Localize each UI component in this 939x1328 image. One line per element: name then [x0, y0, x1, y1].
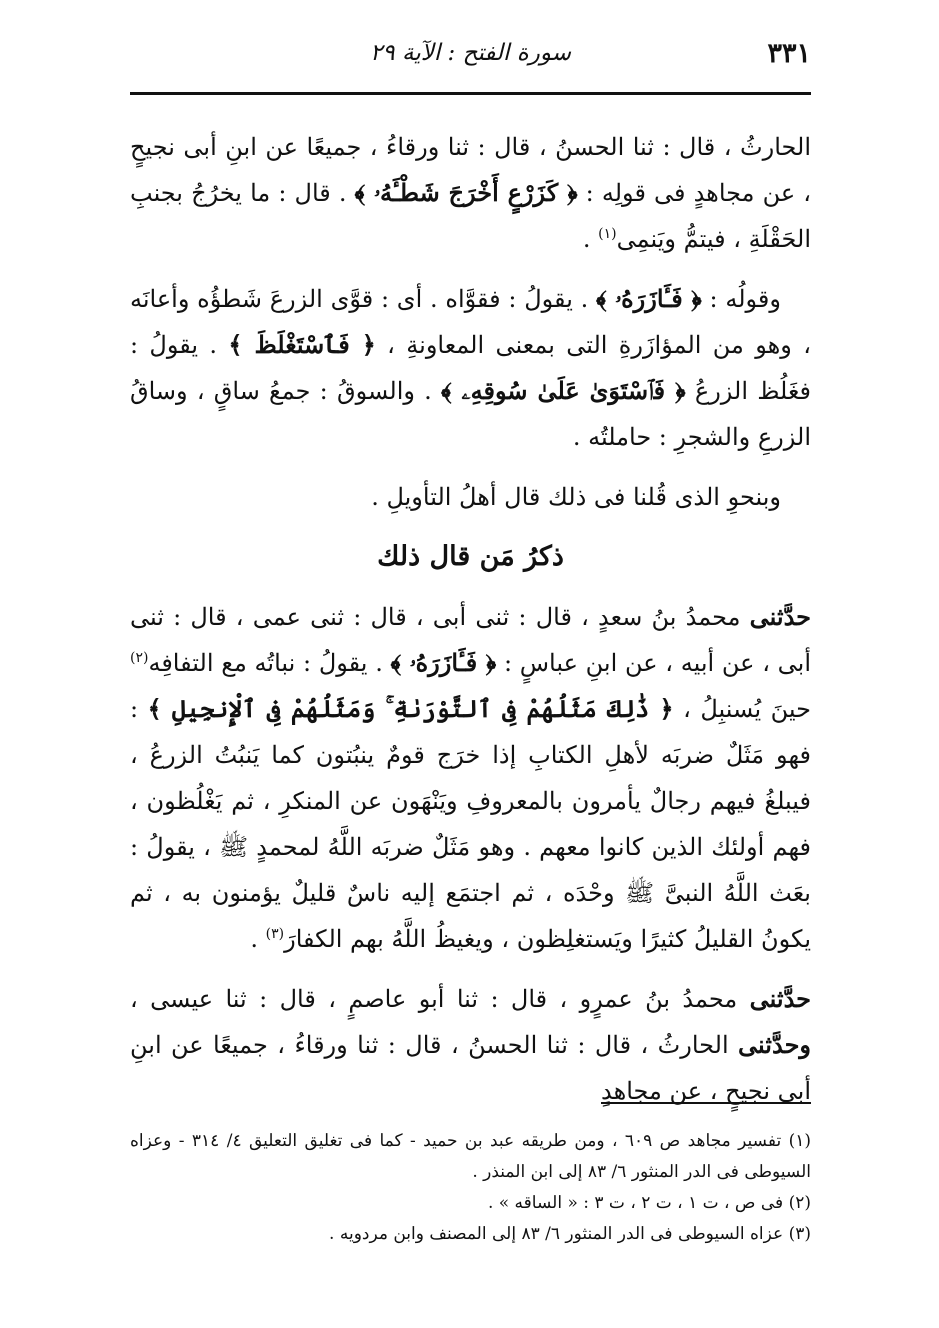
isnad-lead: حدَّثنى [749, 602, 811, 631]
text-run: وقولُه : [701, 285, 781, 313]
isnad-lead: حدَّثنى [749, 984, 811, 1013]
quran-quote: ﴿ ذَٰلِكَ مَثَلُهُمْ فِى ٱلتَّوْرَىٰةِ ۚ وَمَثَلُهُمْ فِى ٱلْإِنجِيلِ ﴾ [147, 694, 674, 723]
footnote-rule [601, 1102, 811, 1104]
page-header [130, 38, 811, 82]
paragraph-1 [130, 124, 811, 262]
page-number: ٣٣١ [767, 38, 811, 69]
text-run: محمدُ بنُ سعدٍ ، قال : ثنى أبى ، قال : ثنى عمى ، قال : ثنى أبى ، عن أبيه ، عن ابنِ عباسٍ : [130, 603, 812, 677]
footnote-reference[interactable]: (٣) [265, 926, 285, 942]
paragraph-5 [130, 976, 811, 1114]
text-run: الحارثُ ، قال : ثنا الحسنُ ، قال : ثنا ورقاءُ ، جميعًا عن ابنِ أبى نجيحٍ ، عن مجاهدٍ [130, 1031, 811, 1105]
footnote-1: (١) تفسير مجاهد ص ٦٠٩ ، ومن طريقه عبد بن حميد - كما فى تغليق التعليق ٤/ ٣١٤ - وعزاه السيوطى فى الدر المنثور ٦/ ٨٣ إلى ابن المنذر . [130, 1131, 811, 1182]
footnote-reference[interactable]: (١) [598, 226, 617, 242]
running-title: سورة الفتح : الآية ٢٩ [369, 40, 572, 66]
header-rule [130, 92, 811, 95]
footnote-reference[interactable]: (٢) [130, 650, 149, 666]
isnad-lead: وحدَّثنى [738, 1030, 811, 1059]
text-run: الحارثُ ، قال : ثنا الحسنُ ، قال : ثنا ورقاءُ ، جميعًا عن ابنِ أبى نجيحٍ ، عن مجاهدٍ فى قولِه : [130, 133, 812, 207]
text-run: . [582, 225, 599, 253]
text-run: . والسوقُ : جمعُ ساقٍ ، وساقُ الزرعِ والشجرِ : حاملتُه . [130, 377, 811, 451]
text-run: . يقولُ : فغَلُظ الزرعُ [130, 331, 812, 405]
text-run: محمدُ بنُ عمرٍو ، قال : ثنا أبو عاصمٍ ، قال : ثنا عيسى ، [130, 985, 750, 1013]
quran-quote: ﴿ فَٱسْتَوَىٰ عَلَىٰ سُوقِهِۦ ﴾ [441, 376, 686, 405]
text-run: . قال : ما يخرُجُ بجنبِ الحَقْلَةِ ، فيتمُّ ويَنمِى [130, 179, 811, 253]
paragraph-2 [130, 276, 811, 460]
paragraph-3: وبنحوِ الذى قُلنا فى ذلك قال أهلُ التأويلِ . [371, 483, 781, 511]
text-run: . [250, 925, 266, 953]
main-text [130, 124, 811, 1128]
footnote-3: (٣) عزاه السيوطى فى الدر المنثور ٦/ ٨٣ إلى المصنف وابن مردويه . [329, 1224, 811, 1244]
section-heading: ذكرُ مَن قال ذلك [377, 541, 564, 572]
paragraph-4 [130, 594, 811, 962]
quran-quote: ﴿ فَـَٔازَرَهُۥ ﴾ [596, 284, 702, 313]
quran-quote: ﴿ كَزَرْعٍ أَخْرَجَ شَطْـَٔهُۥ ﴾ [354, 178, 578, 207]
quran-quote: ﴿ فَٱسْتَغْلَظَ ﴾ [228, 330, 376, 359]
text-run: حينَ يُسنبِلُ ، [673, 695, 812, 723]
text-run: : فهو مَثَلٌ ضربَه لأهلِ الكتابِ إذا خرَج قومٌ ينبُتون كما يَنبُتُ الزرعُ ، فيبلغُ فيهم رجالٌ يأمرون بالمعروفِ ويَنْهَون عن المنكرِ ، ثم يَغْلُظون ، فهم أولئك الذين كانوا معهم . وهو مَثَلٌ ضربَه اللَّهُ لمحمدٍ ﷺ ، يقولُ : بعَث اللَّهُ النبىَّ ﷺ وحْدَه ، ثم اجتمَع إليه ناسٌ قليلٌ يؤمنون به ، ثم يكونُ القليلُ كثيرًا ويَستغلِظون ، ويغيظُ اللَّهُ بهم الكفارَ [130, 695, 811, 953]
footnote-2: (٢) فى ص ، ت ١ ، ت ٢ ، ت ٣ : « الساقه » . [487, 1193, 811, 1213]
quran-quote: ﴿ فَـَٔازَرَهُۥ ﴾ [390, 648, 497, 677]
text-run: . يقولُ : نباتُه مع التفافِه [148, 649, 391, 677]
footnotes [130, 1126, 811, 1250]
text-run: . يقولُ : فقوَّاه . أى : قوَّى الزرعَ شَطؤُه وأعانَه ، وهو من المؤازَرةِ التى بمعنى المعاونةِ ، [130, 285, 811, 359]
